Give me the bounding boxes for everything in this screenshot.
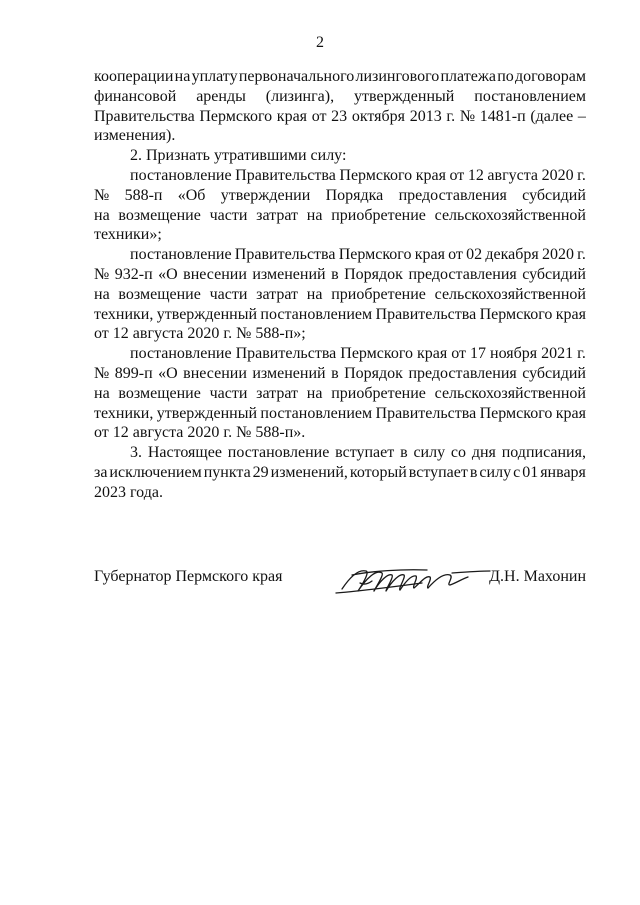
- text-word: Порядок: [344, 265, 403, 283]
- text-word: силу: [479, 463, 512, 481]
- text-word: Пермского: [479, 404, 553, 422]
- signer-name: Д.Н. Махонин: [489, 568, 586, 585]
- text-word: который: [349, 463, 407, 481]
- text-word: утвержденный: [354, 87, 455, 105]
- text-word: в: [331, 265, 339, 283]
- text-word: в: [469, 463, 478, 481]
- text-word: первоначального: [238, 68, 355, 85]
- text-word: сельскохозяйственной: [434, 384, 586, 402]
- text-word: 2020: [541, 166, 574, 184]
- text-word: октября: [351, 107, 406, 125]
- text-word: на: [94, 384, 110, 402]
- text-word: края: [414, 246, 445, 264]
- text-line: [94, 423, 586, 443]
- text-line: [94, 285, 586, 305]
- text-word: возмещение: [118, 384, 201, 402]
- text-word: г.: [446, 107, 456, 125]
- text-word: от 12 августа 2020 г. № 588-п».: [94, 424, 306, 442]
- text-word: субсидий: [522, 364, 586, 382]
- text-word: на: [306, 384, 323, 402]
- text-line: [94, 166, 586, 186]
- text-word: утверждении: [220, 186, 311, 204]
- text-word: затрат: [256, 384, 299, 402]
- text-word: 899-п: [114, 364, 153, 382]
- text-word: на: [306, 285, 323, 303]
- text-word: Настоящее: [147, 444, 222, 462]
- text-word: «Об: [177, 186, 206, 204]
- text-word: (лизинга),: [265, 87, 335, 105]
- text-word: 2. Признать утратившими силу:: [130, 147, 347, 165]
- text-word: г.: [577, 166, 586, 184]
- text-word: субсидий: [522, 186, 586, 204]
- text-word: финансовой: [94, 87, 177, 105]
- signature-block: [94, 563, 586, 613]
- text-word: 2023 года.: [94, 483, 163, 501]
- text-word: «О: [158, 364, 178, 382]
- text-word: на: [306, 206, 323, 224]
- text-word: Пермского: [340, 345, 414, 363]
- document-body: [94, 67, 586, 503]
- text-line: [94, 186, 586, 206]
- text-word: Пермского: [339, 166, 413, 184]
- text-word: 588-п: [124, 186, 163, 204]
- text-word: края: [276, 107, 308, 125]
- text-word: 3.: [130, 444, 142, 462]
- text-word: силу: [413, 444, 446, 462]
- text-word: части: [209, 206, 248, 224]
- text-word: вступает: [335, 444, 395, 462]
- text-word: предоставления: [408, 364, 517, 382]
- text-word: приобретение: [331, 285, 426, 303]
- signer-title: Губернатор Пермского края: [94, 568, 283, 585]
- text-word: постановление: [130, 246, 232, 264]
- text-word: кооперации: [94, 68, 174, 85]
- text-word: Правительства: [94, 107, 195, 125]
- text-line: [94, 206, 586, 226]
- text-word: на: [174, 68, 191, 85]
- text-word: предоставления: [408, 265, 517, 283]
- text-word: от: [449, 166, 465, 184]
- text-word: №: [459, 107, 476, 125]
- text-line: [94, 344, 586, 364]
- text-line: [94, 107, 586, 127]
- text-line: [94, 483, 586, 503]
- text-word: 02: [466, 246, 483, 264]
- text-word: внесении: [183, 364, 247, 382]
- text-word: от: [311, 107, 327, 125]
- text-word: 2021: [541, 345, 574, 363]
- text-line: [94, 384, 586, 404]
- text-word: затрат: [256, 206, 299, 224]
- text-word: 12: [467, 166, 484, 184]
- text-line: [94, 87, 586, 107]
- text-word: Правительства: [375, 305, 477, 323]
- text-line: [94, 364, 586, 384]
- text-line: [94, 443, 586, 463]
- text-word: г.: [577, 246, 586, 264]
- text-word: Порядок: [344, 364, 403, 382]
- text-word: (далее: [530, 107, 574, 125]
- text-word: от: [451, 345, 467, 363]
- text-word: изменений: [252, 364, 326, 382]
- text-word: №: [94, 186, 110, 204]
- text-word: изменений,: [270, 463, 348, 481]
- text-word: Порядка: [325, 186, 384, 204]
- text-word: сельскохозяйственной: [434, 206, 586, 224]
- text-word: №: [94, 364, 110, 382]
- text-word: сельскохозяйственной: [434, 285, 586, 303]
- text-word: приобретение: [331, 206, 426, 224]
- text-word: техники,: [94, 404, 154, 422]
- text-line: [94, 146, 586, 166]
- text-word: Правительства: [234, 246, 336, 264]
- text-word: г.: [577, 345, 586, 363]
- text-word: 01: [522, 463, 539, 481]
- text-word: предоставления: [398, 186, 507, 204]
- text-word: пункта: [203, 463, 251, 481]
- text-word: подписания,: [501, 444, 586, 462]
- text-word: возмещение: [118, 206, 201, 224]
- text-word: от 12 августа 2020 г. № 588-п»;: [94, 325, 306, 343]
- text-word: техники»;: [94, 226, 162, 244]
- text-word: в: [331, 364, 339, 382]
- text-word: договорам: [515, 68, 586, 85]
- page-number: 2: [316, 34, 324, 51]
- text-word: утвержденный: [156, 305, 258, 323]
- text-word: постановлением: [474, 87, 586, 105]
- text-word: вступает: [408, 463, 468, 481]
- text-word: постановлением: [260, 305, 373, 323]
- text-word: уплату: [191, 68, 238, 85]
- text-word: января: [540, 463, 586, 481]
- text-word: Пермского: [338, 246, 412, 264]
- text-word: утвержденный: [156, 404, 258, 422]
- text-word: постановление: [130, 166, 232, 184]
- text-line: [94, 404, 586, 424]
- text-word: постановлением: [260, 404, 373, 422]
- text-word: на: [94, 285, 110, 303]
- text-word: за: [94, 463, 108, 481]
- text-word: с: [513, 463, 521, 481]
- text-word: декабря: [485, 246, 539, 264]
- text-word: 2013: [409, 107, 442, 125]
- text-word: ноября: [490, 345, 538, 363]
- text-word: части: [209, 384, 248, 402]
- text-word: исключением: [109, 463, 202, 481]
- text-word: 2020: [541, 246, 574, 264]
- text-word: изменения).: [94, 127, 176, 145]
- text-word: Правительства: [235, 345, 337, 363]
- text-word: Пермского: [199, 107, 273, 125]
- text-line: [94, 225, 586, 245]
- text-word: постановление: [227, 444, 330, 462]
- text-word: аренды: [196, 87, 246, 105]
- text-word: края: [555, 305, 586, 323]
- text-word: изменений: [252, 265, 326, 283]
- text-word: постановление: [130, 345, 232, 363]
- text-word: от: [448, 246, 463, 264]
- text-word: края: [415, 166, 446, 184]
- text-line: [94, 463, 586, 483]
- text-word: Правительства: [375, 404, 477, 422]
- text-word: 29: [252, 463, 269, 481]
- text-word: Пермского: [479, 305, 553, 323]
- text-word: приобретение: [331, 384, 426, 402]
- text-word: 1481-п: [479, 107, 526, 125]
- text-word: 932-п: [114, 265, 153, 283]
- text-word: платежа: [440, 68, 496, 85]
- text-word: 17: [470, 345, 487, 363]
- text-word: лизингового: [355, 68, 440, 85]
- text-word: части: [209, 285, 248, 303]
- text-word: Правительства: [235, 166, 336, 184]
- text-word: техники,: [94, 305, 154, 323]
- text-word: №: [94, 265, 110, 283]
- text-word: августа: [487, 166, 539, 184]
- text-word: субсидий: [522, 265, 586, 283]
- text-word: «О: [158, 265, 178, 283]
- text-line: [94, 245, 586, 265]
- text-word: по: [497, 68, 514, 85]
- text-line: [94, 67, 586, 87]
- text-word: со: [450, 444, 467, 462]
- text-word: –: [577, 107, 586, 125]
- text-line: [94, 305, 586, 325]
- text-word: затрат: [256, 285, 299, 303]
- text-line: [94, 324, 586, 344]
- text-word: края: [417, 345, 448, 363]
- text-word: внесении: [183, 265, 247, 283]
- text-word: возмещение: [118, 285, 201, 303]
- text-line: [94, 126, 586, 146]
- text-line: [94, 265, 586, 285]
- text-word: края: [555, 404, 586, 422]
- handwritten-signature: [332, 561, 492, 597]
- text-word: в: [400, 444, 408, 462]
- text-word: 23: [331, 107, 348, 125]
- text-word: дня: [471, 444, 496, 462]
- text-word: на: [94, 206, 110, 224]
